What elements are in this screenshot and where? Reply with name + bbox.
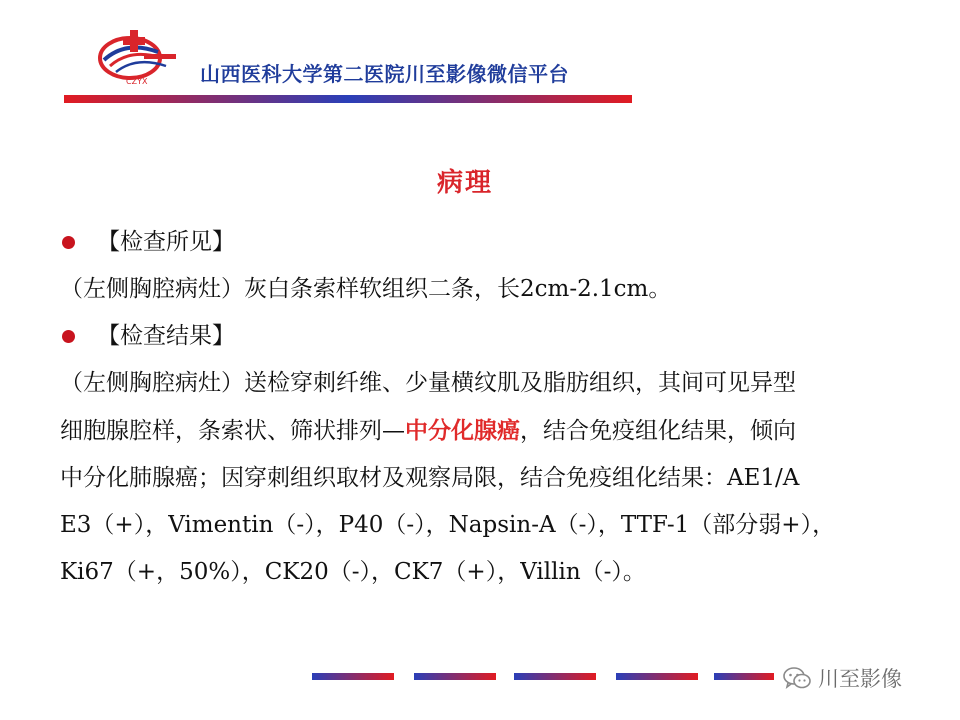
findings-heading-row [60,219,920,266]
bullet-icon [62,236,75,249]
logo-text: CZYX [126,77,148,86]
results-text: ，结合免疫组化结果，倾向 [520,418,796,444]
bullet-icon [62,330,75,343]
footer-divider-segment [414,673,496,680]
results-line: E3（+），Vimentin（-），P40（-），Napsin-A（-），TTF-1（部分弱+）， [60,512,836,538]
footer-divider-segment [616,673,698,680]
findings-line: （左侧胸腔病灶）灰白条索样软组织二条，长2cm-2.1cm。 [60,276,672,302]
footer-brand-label: 川至影像 [818,667,902,691]
footer-divider-segment [312,673,394,680]
results-heading-row [60,313,920,360]
diagnosis-highlight: 中分化腺癌 [405,417,520,444]
pathology-content [60,219,920,596]
footer-brand [782,663,902,693]
findings-heading: 【检查所见】 [97,229,235,255]
page-header-title: 山西医科大学第二医院川至影像微信平台 [200,62,569,86]
results-line: Ki67（+，50%），CK20（-），CK7（+），Villin（-）。 [60,559,646,585]
results-text: 细胞腺腔样，条索状、筛状排列— [60,418,405,444]
header-divider [64,95,632,103]
results-line [60,407,920,455]
section-title: 病理 [436,168,493,198]
results-heading: 【检查结果】 [97,323,235,349]
results-line: 中分化肺腺癌；因穿刺组织取材及观察局限，结合免疫组化结果：AE1/A [60,465,800,491]
hospital-logo [96,26,178,88]
footer-divider-segment [514,673,596,680]
results-line: （左侧胸腔病灶）送检穿刺纤维、少量横纹肌及脂肪组织，其间可见异型 [60,370,796,396]
footer-divider-segment [714,673,774,680]
wechat-icon [782,665,812,691]
